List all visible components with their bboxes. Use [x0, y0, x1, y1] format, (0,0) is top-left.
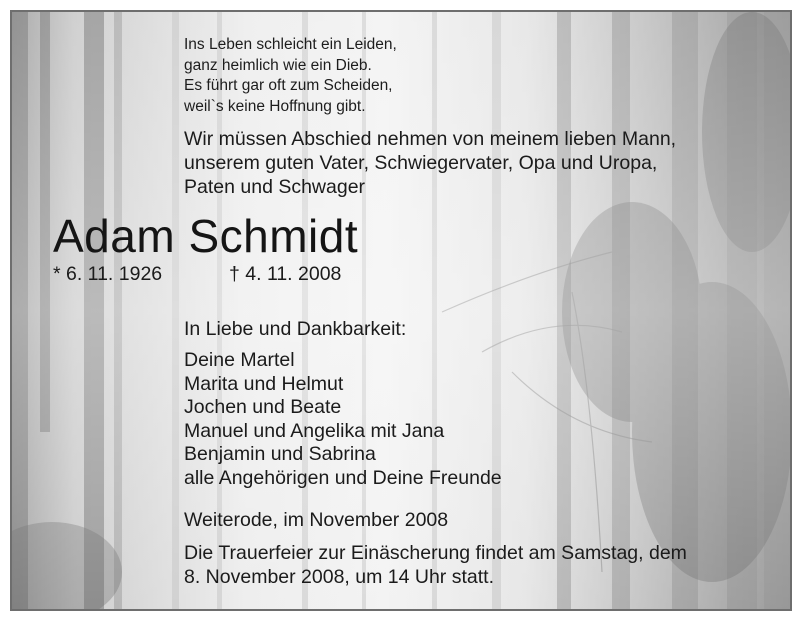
deceased-name: Adam Schmidt	[53, 210, 359, 262]
mourner-entry: Deine Martel	[184, 349, 295, 371]
service-line: 8. November 2008, um 14 Uhr statt.	[184, 566, 494, 588]
death-date: † 4. 11. 2008	[229, 263, 342, 285]
obituary-frame	[10, 10, 792, 611]
mourner-entry: Marita und Helmut	[184, 372, 344, 395]
mourner-entry: Jochen und Beate	[184, 396, 342, 418]
place-date: Weiterode, im November 2008	[184, 509, 449, 531]
intro-line: Wir müssen Abschied nehmen von meinem lieben Mann,	[184, 128, 677, 150]
poem-line: Es führt gar oft zum Scheiden,	[184, 77, 393, 94]
service-line: Die Trauerfeier zur Einäscherung findet am Samstag, dem	[184, 542, 687, 564]
mourner-entry: Manuel und Angelika mit Jana	[184, 419, 445, 442]
poem-line: weil`s keine Hoffnung gibt.	[184, 97, 366, 115]
mourner-entry: alle Angehörigen und Deine Freunde	[184, 466, 502, 489]
poem	[184, 35, 397, 117]
obituary-text	[12, 12, 790, 609]
thanks-heading: In Liebe und Dankbarkeit:	[184, 318, 407, 340]
poem-line: ganz heimlich wie ein Dieb.	[184, 56, 372, 74]
poem-line: Ins Leben schleicht ein Leiden,	[184, 36, 397, 53]
intro-line: Paten und Schwager	[184, 176, 366, 198]
birth-date: * 6. 11. 1926	[53, 263, 163, 285]
mourner-entry: Benjamin und Sabrina	[184, 443, 376, 465]
mourners-list	[184, 349, 502, 490]
funeral-service-info	[184, 541, 774, 589]
intro-line: unserem guten Vater, Schwiegervater, Opa und Uropa,	[184, 152, 658, 174]
farewell-intro	[184, 127, 774, 199]
